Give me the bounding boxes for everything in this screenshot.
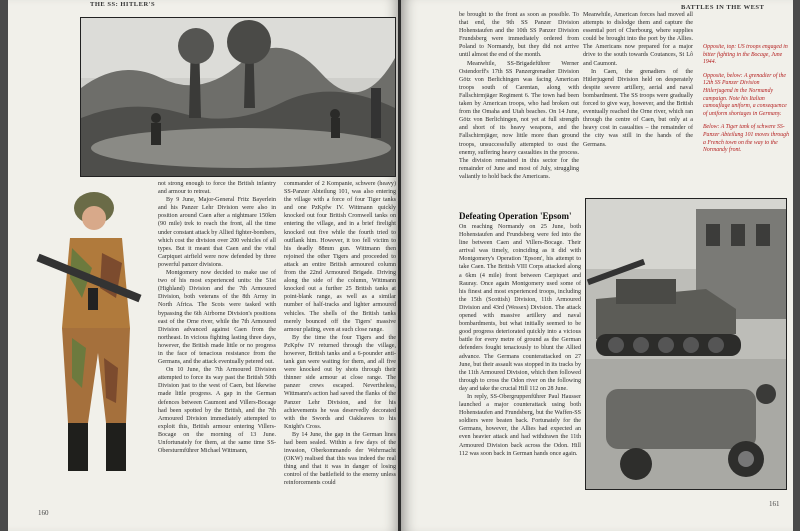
grenadier-illustration <box>32 178 150 498</box>
grenadier-figure <box>32 178 150 498</box>
paragraph: On reaching Normandy on 25 June, both Hohenstaufen and Frundsberg were fed into the line between Caen and Villers-Bocage. Their arrival was timely, coinciding as it did with Montgomery's Operation 'Epsom', his attempt to take Caen. The British VIII Corps attacked along a 6km (4 mile) front between Carpiquet and Rauray. Once again Montgomery used some of his finest and most experienced troops, including the 15th (Scottish) Division, 11th Armoured Division and 43rd (Wessex) Division. The attack opened with massive artillery and naval bombardments, but what initially seemed to be good progress deteriorated quickly into a vicious battle for every metre of ground as the German defenders fought tenaciously to blunt the Allied advance. The Germans counterattacked on 27 June, but their assault was stopped in its tracks by the 11th Armoured Division, which then followed through to cross the Odon river on the following day and take the crucial Hill 112 on 28 June. <box>459 224 581 392</box>
running-head-left: THE SS: HITLER'S <box>90 1 156 8</box>
paragraph: commander of 2 Kompanie, schwere (heavy) SS-Panzer Abteilung 101, was also entering the village with a force of four Tiger tanks and one PzKpfw IV. Wittmann quickly knocked out four British Cromwell tanks on entering the village, and in a brief firelight knocked out five while the fourth tried to outflank him. However, it too fell victim to his deadly 88mm gun. Wittmann then rejoined the other Tigers and proceeded to attack an entire British armoured column from the 22nd Armoured Brigade. Driving along the side of the column, Wittmann knocked out a further 25 British tanks at point-blank range, as well as a similar number of half-tracks and lighter armoured vehicles. The shells of the British tanks merely bounced off the Tigers' massive armour plating, even at such close range. <box>284 181 396 333</box>
paragraph: not strong enough to force the British infantry and armour to retreat. <box>158 181 276 196</box>
right-column-1-bottom <box>459 223 581 493</box>
page-number-left: 160 <box>38 509 49 517</box>
tiger-tank-photo <box>585 198 787 490</box>
caption-opposite-below: Opposite, below: A grenadier of the 12th SS Panzer Division Hitlerjugend in the Normandy campaign. Note his Italian camouflage uniform, a consequence of uniform shortages in Germany. <box>703 72 787 117</box>
paragraph: Montgomery now decided to make use of two of his most experienced units: the 51st (Highland) Division and the 7th Armoured Division, both veterans of the 8th Army in North Africa. The Scots were tasked with bypassing the 6th Airborne Division's positions east of the Orne river, while the 7th Armoured Division advanced against Caen from the northeast. In vicious fighting lasting three days, however, the British made little or no progress in the face of tenacious resistance from the Germans, and the attack eventually petered out. <box>158 270 276 366</box>
paragraph: By 9 June, Major-General Fritz Bayerlein and his Panzer Lehr Division were also in position around Caen after a nightmare 150km (90 mile) trek to reach the front, all the time under constant attack by Allied fighter-bombers, which cost the division over 200 vehicles of all types. But it meant that Caen and the vital Carpiquet airfield were now defended by three powerful panzer divisions. <box>158 197 276 268</box>
caption-below: Below: A Tiger tank of schwere SS-Panzer Abteilung 101 moves through a French town on the way to the Normandy front. <box>703 124 789 154</box>
paragraph: be brought to the front as soon as possible. To that end, the 9th SS Panzer Division Hohenstaufen and the 10th SS Panzer Division Frundsberg were immediately ordered from Poland to Normandy, but they did not arrive until almost the end of the month. <box>459 12 579 59</box>
paragraph: Meanwhile, SS-Brigadeführer Werner Ostendorff's 17th SS Panzergrenadier Division Götz von Berlichingen was facing American troops south of Carentan, along with Fallschirmjäger Regiment 6. The town had been taken by American troops, who had broken out from the Omaha and Utah beaches. On 14 June, Götz von Berlichingen, not yet at full strength and short of its heavy weapons, and the Fallschirmjäger, now little more than ground troops, unsuccessfully attempted to oust the enemy, suffering heavy casualties in the process. The division remained in this sector for the remainder of June and most of July, struggling valiantly to hold back the Americans. <box>459 60 579 180</box>
paragraph: In reply, SS-Obergruppenführer Paul Hausser launched a major counterattack using both Hohenstaufen and Frundsberg, but the Waffen-SS soldiers were beaten back. Fortunately for the Germans, however, the Allies had expected an even heavier attack and had withdrawn the 11th Armoured Division back across the Odon. Hill 112 was soon back in German hands once again. <box>459 393 581 457</box>
epsom-section <box>459 207 581 497</box>
left-column-2 <box>284 180 396 502</box>
left-column-1 <box>158 180 276 502</box>
right-page <box>401 0 793 531</box>
captions-block <box>703 44 789 194</box>
paragraph: By 14 June, the gap in the German lines had been sealed. Within a few days of the invasion, Oberkommando der Wehrmacht (OKW) realised that this was indeed the real thing and that it was in danger of losing control of the battlefield to the enemy unless reinforcements could <box>284 431 396 487</box>
left-page <box>8 0 400 531</box>
paragraph: On 10 June, the 7th Armoured Division attempted to force its way past the British 50th Division just to the west of Caen, but likewise made little progress. A gap in the German defences between Caumont and Villers-Bocage had been spotted by the British, and the 7th Armoured Division immediately attempted to exploit this, British armour entering Villers-Bocage on the morning of 13 June. Unfortunately for them, at the same time SS-Obersturmführer Michael Wittmann, <box>158 367 276 455</box>
running-head-right: BATTLES IN THE WEST <box>681 4 765 11</box>
paragraph: In Caen, the grenadiers of the Hitlerjugend Division held on desperately despite severe artillery, aerial and naval bombardment. The SS troops were gradually forced to give way, however, and the British eventually reached the Orne river, which ran through the centre of Caen, but only at a heavy cost in casualties – the remainder of the city was still in the hands of the Germans. <box>583 68 693 148</box>
right-column-1-top <box>459 11 579 207</box>
section-heading: Defeating Operation 'Epsom' <box>459 211 572 221</box>
right-column-2-top <box>583 11 693 207</box>
caption-top: Opposite, top: US troops engaged in bitter fighting in the Bocage, June 1944. <box>703 44 788 66</box>
paragraph: By the time the four Tigers and the PzKpfw IV returned through the village, however, British tanks and a 6-pounder anti-tank gun were waiting for them, and all five were knocked out by shots through their thinner side armour at close range. The panzer crews escaped. Nevertheless, Wittmann's action had saved the flanks of the Panzer Lehr Division, and for his achievements he was deservedly decorated with the Swords and Oakleaves to his Knight's Cross. <box>284 334 396 430</box>
page-number-right: 161 <box>769 500 780 508</box>
bocage-photo <box>80 17 396 177</box>
paragraph: Meanwhile, American forces had moved all attempts to dislodge them and capture the essential port of Cherbourg, where supplies could be brought into the port by the Allies. The Americans now prepared for a major drive to the south towards Coutances, St Lô and Caumont. <box>583 12 693 67</box>
bocage-photo-image <box>81 18 395 176</box>
tiger-tank-image <box>586 199 786 489</box>
